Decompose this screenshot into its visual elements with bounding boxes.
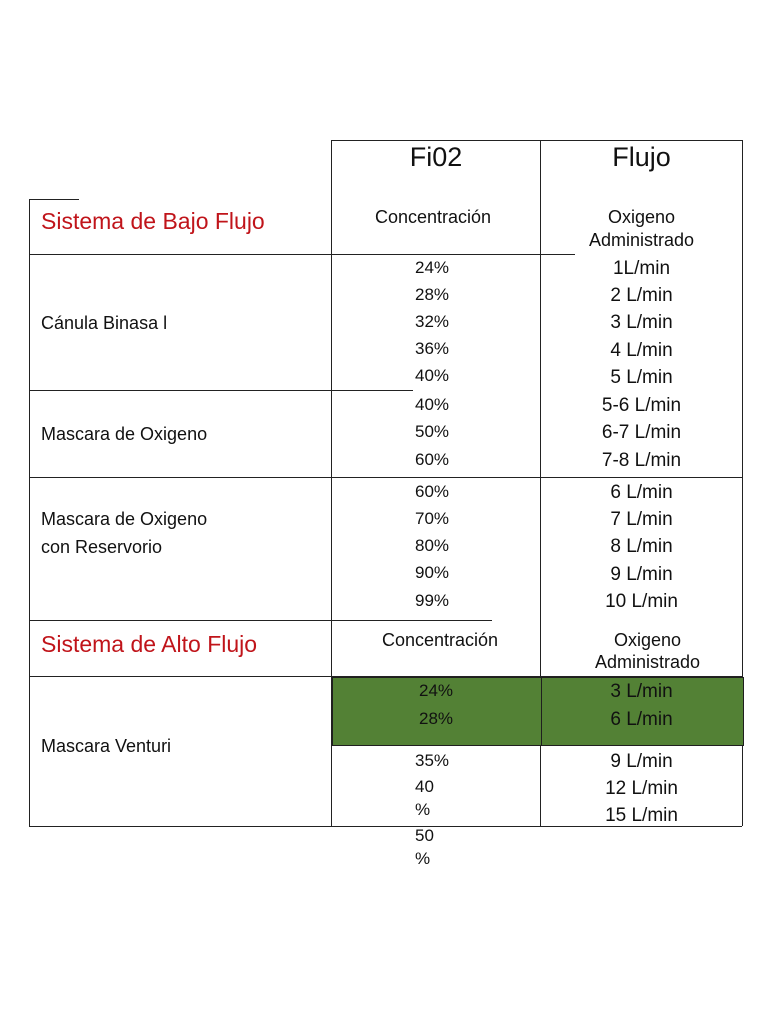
high-flow-flow-header-2: Administrado xyxy=(594,652,701,672)
venturi-conc-highlight: 28% xyxy=(418,709,454,728)
row-sep-mascara xyxy=(29,477,742,478)
canula-conc: 28% xyxy=(415,285,450,304)
table-left-border xyxy=(29,199,30,826)
canula-conc: 24% xyxy=(415,258,450,277)
venturi-flow-highlight: 6 L/min xyxy=(610,709,673,730)
reservorio-conc: 99% xyxy=(415,591,450,610)
venturi-flow: 12 L/min xyxy=(605,778,678,799)
reservorio-conc: 80% xyxy=(415,536,450,555)
canula-flow: 5 L/min xyxy=(610,367,673,388)
canula-flow: 3 L/min xyxy=(610,312,673,333)
reservorio-label-1: Mascara de Oxigeno xyxy=(41,509,208,529)
mascara-label: Mascara de Oxigeno xyxy=(41,424,208,444)
low-flow-title: Sistema de Bajo Flujo xyxy=(41,208,265,234)
mascara-flow: 6-7 L/min xyxy=(601,422,682,443)
table-top-border xyxy=(331,140,743,141)
high-flow-title: Sistema de Alto Flujo xyxy=(41,631,258,657)
low-flow-conc-header: Concentración xyxy=(374,207,492,227)
canula-conc: 36% xyxy=(415,339,450,358)
venturi-flow-highlight: 3 L/min xyxy=(610,681,673,702)
reservorio-flow: 7 L/min xyxy=(610,509,673,530)
mascara-conc: 60% xyxy=(415,450,450,469)
row-sep-low-header xyxy=(29,254,575,255)
reservorio-flow: 9 L/min xyxy=(610,564,673,585)
reservorio-conc: 70% xyxy=(415,509,450,528)
row-sep-canula xyxy=(29,390,413,391)
reservorio-conc: 60% xyxy=(415,482,450,501)
canula-label: Cánula Binasa l xyxy=(41,313,168,333)
canula-flow: 1L/min xyxy=(612,258,671,279)
fio2-header: Fi02 xyxy=(409,142,463,172)
reservorio-flow: 10 L/min xyxy=(605,591,678,612)
venturi-conc: % xyxy=(415,800,431,819)
low-flow-stub-line xyxy=(29,199,79,200)
venturi-label: Mascara Venturi xyxy=(41,736,172,756)
reservorio-conc: 90% xyxy=(415,563,450,582)
reservorio-label-2: con Reservorio xyxy=(41,537,163,557)
flujo-header: Flujo xyxy=(612,142,671,172)
canula-conc: 40% xyxy=(415,366,450,385)
venturi-conc-highlight: 24% xyxy=(418,681,454,700)
mascara-conc: 40% xyxy=(415,395,450,414)
high-flow-flow-header-1: Oxigeno xyxy=(613,630,682,650)
low-flow-flow-header-2: Administrado xyxy=(588,230,695,250)
table-bottom-border xyxy=(29,826,742,827)
venturi-conc: % xyxy=(415,849,431,868)
row-sep-reservorio xyxy=(29,620,492,621)
canula-flow: 4 L/min xyxy=(610,340,673,361)
reservorio-flow: 6 L/min xyxy=(610,482,673,503)
low-flow-flow-header-1: Oxigeno xyxy=(607,207,676,227)
mascara-flow: 5-6 L/min xyxy=(601,395,682,416)
mascara-flow: 7-8 L/min xyxy=(601,450,682,471)
venturi-conc: 40 xyxy=(415,777,434,796)
canula-conc: 32% xyxy=(415,312,450,331)
venturi-flow: 9 L/min xyxy=(610,751,673,772)
venturi-conc: 50 xyxy=(415,826,434,845)
venturi-flow: 15 L/min xyxy=(605,805,678,826)
canula-flow: 2 L/min xyxy=(610,285,673,306)
mascara-conc: 50% xyxy=(415,422,450,441)
high-flow-conc-header: Concentración xyxy=(381,630,499,650)
reservorio-flow: 8 L/min xyxy=(610,536,673,557)
venturi-conc: 35% xyxy=(415,751,450,770)
